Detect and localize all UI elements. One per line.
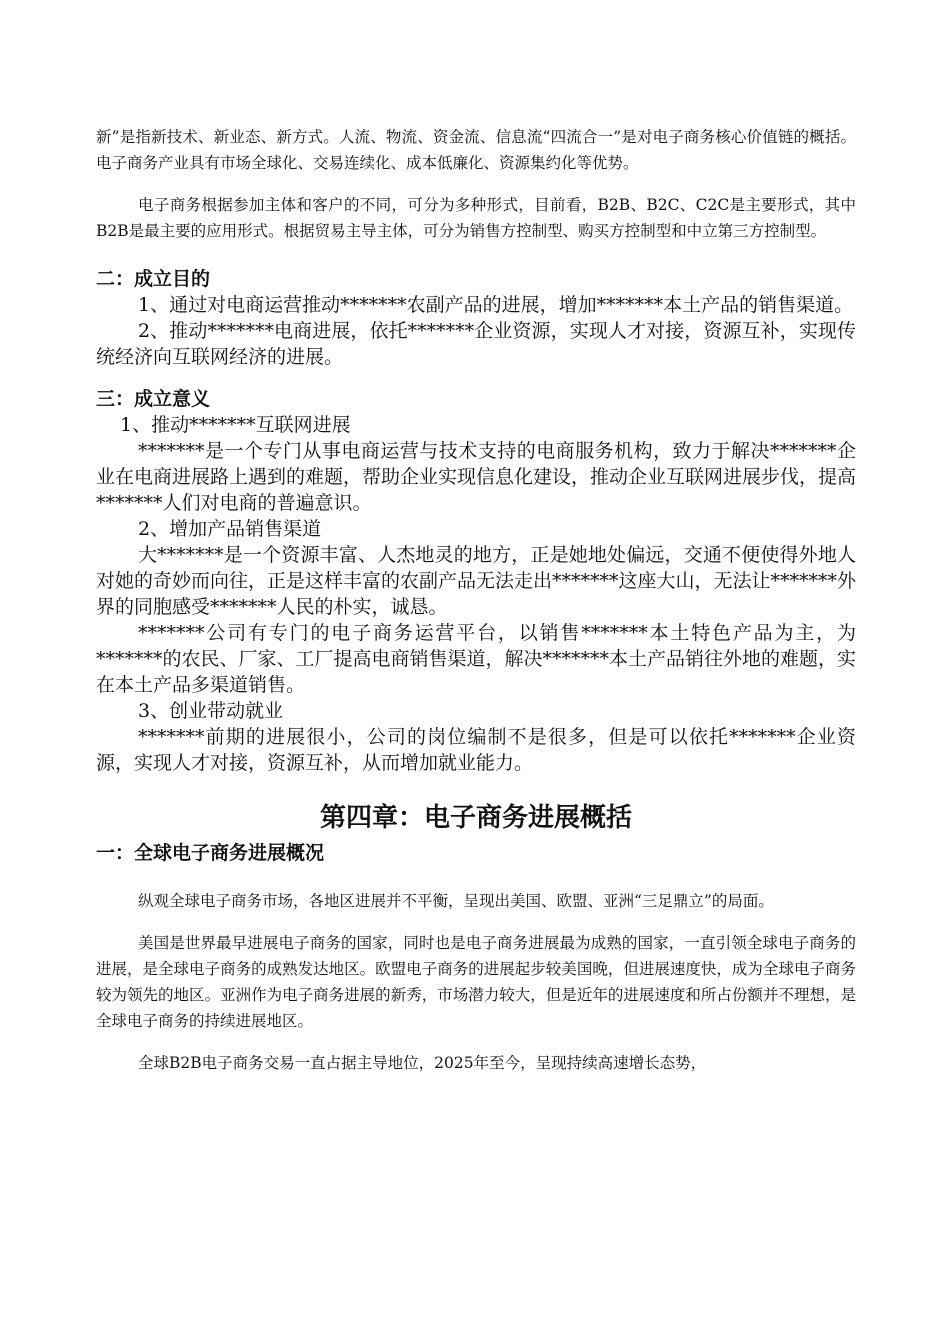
section-heading-meaning: 三：成立意义 [96,388,211,410]
meaning-2-body-2: *******公司有专门的电子商务运营平台，以销售*******本土特色产品为主，为*******的农民、厂家、工厂提高电商销售渠道，解决*******本土产品销往外地的难题，实在本土产品多渠道销售。 [96,622,857,696]
purpose-item-1: 1、通过对电商运营推动*******农副产品的进展，增加*******本土产品的销售渠道。 [138,294,854,316]
paragraph-global-regions: 美国是世界最早进展电子商务的国家，同时也是电子商务进展最为成熟的国家，一直引领全球电子商务的进展，是全球电子商务的成熟发达地区。欧盟电子商务的进展起步较美国晚，但进展速度快，成为全球电子商务较为领先的地区。亚洲作为电子商务进展的新秀，市场潜力较大，但是近年的进展速度和所占份额并不理想，是全球电子商务的持续进展地区。 [96,934,856,1030]
paragraph-ecommerce-definition: 新”是指新技术、新业态、新方式。人流、物流、资金流、信息流“四流合一”是对电子商务核心价值链的概括。电子商务产业具有市场全球化、交易连续化、成本低廉化、资源集约化等优势。 [96,128,856,172]
chapter-title: 第四章：电子商务进展概括 [319,803,632,833]
meaning-2-title: 2、增加产品销售渠道 [138,518,322,540]
purpose-item-2: 2、推动*******电商进展，依托*******企业资源，实现人才对接，资源互补，实现传统经济向互联网经济的进展。 [96,320,856,368]
paragraph-ecommerce-forms: 电子商务根据参加主体和客户的不同，可分为多种形式，目前看，B2B、B2C、C2C是主要形式，其中B2B是最主要的应用形式。根据贸易主导主体，可分为销售方控制型、购买方控制型和中立第三方控制型。 [96,196,856,240]
document-page [96,124,856,1076]
meaning-3-body: *******前期的进展很小，公司的岗位编制不是很多，但是可以依托*******企业资源，实现人才对接，资源互补，从而增加就业能力。 [96,726,856,774]
section-heading-global: 一：全球电子商务进展概况 [96,842,325,864]
meaning-1-title: 1、推动*******互联网进展 [120,414,351,436]
meaning-1-body: *******是一个专门从事电商运营与技术支持的电商服务机构，致力于解决*******企业在电商进展路上遇到的难题，帮助企业实现信息化建设，推动企业互联网进展步伐，提高*******人们对电商的普遍意识。 [96,440,857,514]
meaning-3-title: 3、创业带动就业 [138,700,284,722]
section-heading-purpose: 二：成立目的 [96,268,211,290]
paragraph-global-b2b: 全球B2B电子商务交易一直占据主导地位，2025年至今，呈现持续高速增长态势， [138,1054,707,1072]
meaning-2-body-1: 大*******是一个资源丰富、人杰地灵的地方，正是她地处偏远，交通不便使得外地人对她的奇妙而向往，正是这样丰富的农副产品无法走出*******这座大山，无法让*******外界的同胞感受*******人民的朴实，诚恳。 [96,544,857,618]
paragraph-global-overview: 纵观全球电子商务市场，各地区进展并不平衡，呈现出美国、欧盟、亚洲“三足鼎立”的局面。 [138,892,774,910]
